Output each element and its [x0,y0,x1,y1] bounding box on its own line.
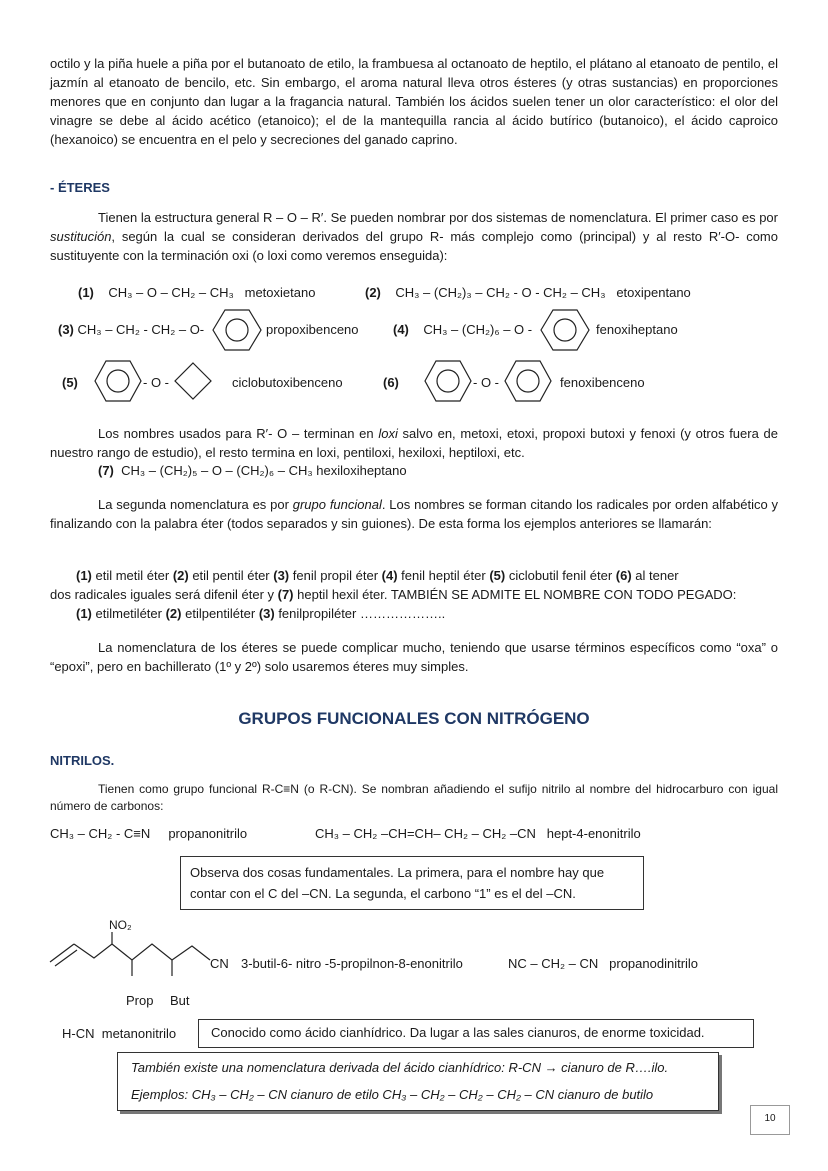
eteres-heading: - ÉTERES [50,180,110,195]
cyclobutane-ring-icon [174,362,212,400]
functional-names-line-1: (1) etil metil éter (2) etil pentil éter (3) fenil propil éter (4) fenil heptil éter (5) ciclobutil fenil éter (6) al tener [76,568,679,583]
skeletal-cn-label: CN [210,956,229,971]
note-box-text: Observa dos cosas fundamentales. La primera, para el nombre hay que contar con el C del –CN. La segunda, el carbono “1” es el del –CN. [190,865,605,901]
nitrilos-heading: NITRILOS. [50,753,115,768]
skeletal-prop-label: Prop [126,993,154,1008]
benzene-ring-icon [504,359,552,403]
eteres-paragraph-1: Tienen la estructura general R – O – R′. Se pueden nombrar por dos sistemas de nomenclatura. El primer caso es por sustitución, según la cual se consideran derivados del grupo R- más complejo como (principal) y al resto R′-O- como sustituyente con la terminación oxi (o loxi como veremos enseguida): [50,210,778,263]
hcn-info-text: Conocido como ácido cianhídrico. Da lugar a las sales cianuros, de enorme toxicidad. [211,1025,705,1040]
intro-paragraph: octilo y la piña huele a piña por el butanoato de etilo, la frambuesa al octanoato de heptilo, el plátano al etanoato de pentilo, el jazmín al etanoato de bencilo, etc. Sin embargo, el aroma natural lleva otros ésteres (y otras sustancias) en proporciones menores que en conjunto dan lugar a la fragancia natural. También los ácidos suelen tener un olor característico: el olor del vinagre se debe al ácido acético (etanoico); el de la mantequilla rancia al ácido butírico (butanoico), el ácido caproico (hexanoico) se encuentra en el pelo y secreciones del ganado caprino. [50,56,778,147]
cianuro-box [117,1052,719,1111]
cianuro-line-1: También existe una nomenclatura derivada del ácido cianhídrico: R-CN → cianuro de R….ilo. [131,1060,669,1075]
ether-example-1: (1) CH₃ – O – CH₂ – CH₃ metoxietano [78,285,316,300]
ether-example-5-name: ciclobutoxibenceno [232,375,343,390]
skeletal-structure [48,930,218,980]
cianuro-line-2: Ejemplos: CH₃ – CH₂ – CN cianuro de etilo CH₃ – CH₂ – CH₂ – CH₂ – CN cianuro de butilo [131,1087,654,1102]
ether-example-4-name: fenoxiheptano [596,322,678,337]
ether-example-2: (2) CH₃ – (CH₂)₃ – CH₂ - O - CH₂ – CH₃ etoxipentano [365,285,691,300]
section-title: GRUPOS FUNCIONALES CON NITRÓGENO [238,709,590,728]
benzene-ring-icon [540,308,590,352]
nitrile-example-1: CH₃ – CH₂ - C≡N propanonitrilo [50,826,248,841]
hcn-info-box [198,1019,754,1048]
ether-example-5-link: - O - [143,375,169,390]
eteres-paragraph-2: Los nombres usados para R′- O – terminan en loxi salvo en, metoxi, etoxi, propoxi butoxi y fenoxi (y otros fuera de nuestro rango de estudio), el resto termina en loxi, pentiloxi, hexiloxi, heptiloxi, etc. [50,426,778,460]
benzene-ring-icon [424,359,472,403]
skeletal-no2-label: NO₂ [109,918,132,932]
nitrilos-paragraph: Tienen como grupo funcional R-C≡N (o R-CN). Se nombran añadiendo el sufijo nitrilo al nombre del hidrocarburo con igual número de carbonos: [50,782,778,813]
hcn-example: H-CN metanonitrilo [62,1026,177,1041]
page-number: 10 [750,1105,790,1135]
ether-example-6-num: (6) [383,375,399,390]
ether-example-4: (4) CH₃ – (CH₂)₆ – O - [393,322,533,337]
eteres-paragraph-4: La nomenclatura de los éteres se puede complicar mucho, teniendo que usarse términos específicos como “oxa” o “epoxi”, pero en bachillerato (1º y 2º) solo usaremos éteres muy simples. [50,640,778,674]
ether-example-6-link: - O - [473,375,499,390]
note-box [180,856,644,910]
eteres-paragraph-3: La segunda nomenclatura es por grupo funcional. Los nombres se forman citando los radicales por orden alfabético y finalizando con la palabra éter (todos separados y sin guiones). De esta forma los ejemplos anteriores se llamarán: [50,497,779,531]
ether-example-5-num: (5) [62,375,78,390]
benzene-ring-icon [212,308,262,352]
ether-example-3-name: propoxibenceno [266,322,359,337]
functional-names-line-2: dos radicales iguales será difenil éter y (7) heptil hexil éter. TAMBIÉN SE ADMITE EL NOMBRE CON TODO PEGADO: [50,587,737,602]
dinitrile-example: NC – CH₂ – CN propanodinitrilo [508,956,699,971]
skeletal-name: 3-butil-6- nitro -5-propilnon-8-enonitrilo [241,956,463,971]
ether-example-6-name: fenoxibenceno [560,375,645,390]
functional-names-line-3: (1) etilmetiléter (2) etilpentiléter (3) fenilpropiléter ……………….. [76,606,446,621]
nitrile-example-2: CH₃ – CH₂ –CH=CH– CH₂ – CH₂ –CN hept-4-enonitrilo [315,826,641,841]
ether-example-3: (3) CH₃ – CH₂ - CH₂ – O- [58,322,205,337]
skeletal-but-label: But [170,993,190,1008]
benzene-ring-icon [94,359,142,403]
ether-example-7: (7) CH₃ – (CH₂)₅ – O – (CH₂)₆ – CH₃ hexiloxiheptano [98,463,407,478]
